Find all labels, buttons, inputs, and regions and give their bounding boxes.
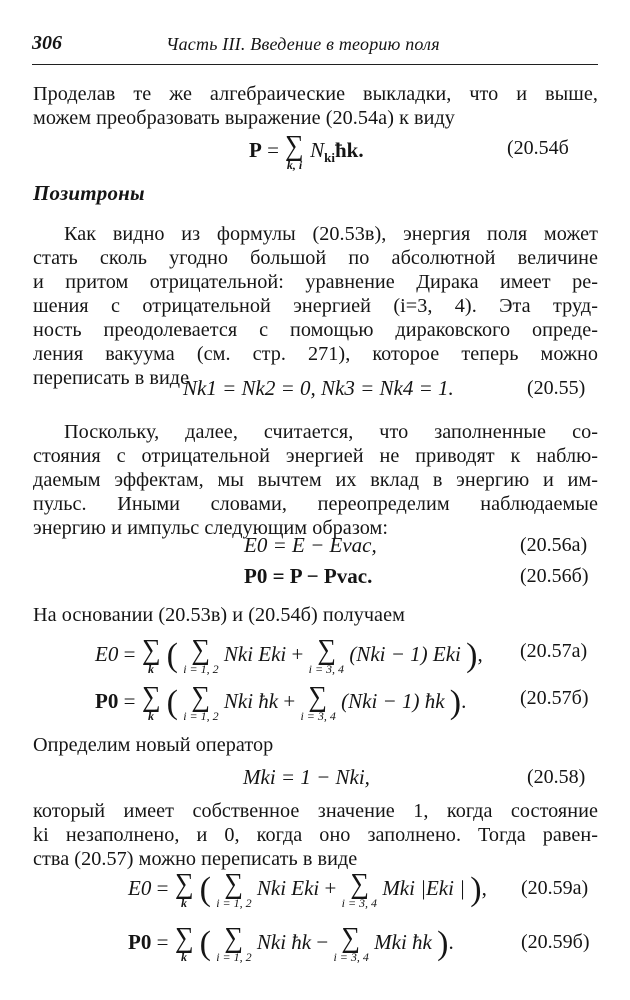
equation-20-57b-outer-sum: ∑ k bbox=[141, 681, 161, 723]
equation-number-20-54b: (20.54б bbox=[507, 137, 569, 159]
paragraph-2-line-5: ность преодолевается с помощью дираковского опреде- bbox=[33, 319, 598, 341]
equation-20-54b: P = ∑ k, i $N_{ki}ħk$. bbox=[249, 130, 364, 172]
equation-20-57b-lhs: P0 bbox=[95, 688, 119, 713]
paragraph-2-line-4: шения с отрицательной энергией (i=3, 4). Эта труд- bbox=[33, 295, 598, 317]
equation-20-59b-outer-sum: ∑ k bbox=[174, 922, 194, 964]
equation-20-57b: P0 = ∑ k ( ∑ i = 1, 2 Nki ħk + ∑ i = 3, 4 (Nki − 1) ħk ). bbox=[95, 681, 467, 723]
paragraph-3-line-3: даемым эффектам, мы вычтем их вклад в энергию и им- bbox=[33, 469, 598, 491]
equation-20-57a-outer-sum: ∑ k bbox=[141, 634, 161, 676]
paragraph-2-line-3: и притом отрицательной: уравнение Дирака имеет ре- bbox=[33, 271, 598, 293]
equation-20-55: Nk1 = Nk2 = 0, Nk3 = Nk4 = 1. bbox=[183, 376, 454, 400]
paragraph-2-line-6: ления вакуума (см. стр. 271), которое теперь можно bbox=[33, 343, 598, 365]
equation-20-59b-second-sum: ∑ i = 3, 4 bbox=[333, 922, 369, 964]
paragraph-4: На основании (20.53в) и (20.54б) получаем bbox=[33, 604, 405, 626]
equation-20-59b-lhs: P0 bbox=[128, 929, 152, 954]
equation-20-57a-second-sum-sub: i = 3, 4 bbox=[308, 662, 345, 676]
equation-20-59a-first-sum-sub: i = 1, 2 bbox=[216, 896, 252, 910]
paragraph-2-line-7: переписать в виде bbox=[33, 367, 190, 389]
equation-20-57a-second-term: (Nki − 1) Eki bbox=[349, 641, 461, 666]
equation-20-56a: E0 = E − Evac, bbox=[244, 533, 377, 557]
equation-20-59a-second-sum: ∑ i = 3, 4 bbox=[341, 868, 378, 910]
equation-20-59a-first-sum: ∑ i = 1, 2 bbox=[216, 868, 252, 910]
paragraph-3-line-2: стояния с отрицательной энергией не приводят к наблю- bbox=[33, 445, 598, 467]
page-number: 306 bbox=[32, 32, 62, 54]
equation-20-54b-sum: ∑ k, i bbox=[285, 130, 304, 172]
equation-20-54b-lhs: P bbox=[249, 137, 262, 162]
equation-20-54b-sum-sub: k, i bbox=[286, 158, 303, 172]
equation-20-57a-outer-sum-sub: k bbox=[148, 662, 155, 676]
paragraph-2-line-1: Как видно из формулы (20.53в), энергия поля может bbox=[64, 223, 598, 245]
equation-20-57b-second-term: (Nki − 1) ħk bbox=[341, 688, 445, 713]
equation-20-59a-first-term: Nki Eki bbox=[256, 875, 320, 900]
equation-20-59b: P0 = ∑ k ( ∑ i = 1, 2 Nki ħk − ∑ i = 3, 4 Mki ħk ). bbox=[128, 922, 454, 964]
paragraph-1-line-1: Проделав те же алгебраические выкладки, что и выше, bbox=[33, 83, 598, 105]
paragraph-2-line-2: стать сколь угодно большой по абсолютной величине bbox=[33, 247, 598, 269]
equation-20-58: Mki = 1 − Nki, bbox=[243, 765, 370, 789]
paragraph-6-line-1: который имеет собственное значение 1, когда состояние bbox=[33, 800, 598, 822]
equation-20-59b-first-sum: ∑ i = 1, 2 bbox=[216, 922, 252, 964]
equation-20-57a-first-term: Nki Eki bbox=[223, 641, 287, 666]
equation-20-57a-lhs: E0 bbox=[95, 641, 119, 666]
equation-number-20-59b: (20.59б) bbox=[521, 931, 590, 953]
paragraph-3-line-4: пульс. Иными словами, переопределим наблюдаемые bbox=[33, 493, 598, 515]
equation-20-59a-outer-sum: ∑ k bbox=[174, 868, 194, 910]
paragraph-1-line-2: можем преобразовать выражение (20.54а) к виду bbox=[33, 107, 455, 129]
equation-number-20-57b: (20.57б) bbox=[520, 687, 589, 709]
equation-number-20-57a: (20.57а) bbox=[520, 640, 588, 662]
equation-number-20-55: (20.55) bbox=[527, 377, 586, 399]
equation-20-57b-outer-sum-sub: k bbox=[148, 709, 155, 723]
equation-20-54b-n: N bbox=[310, 137, 325, 162]
paragraph-6-line-3: ства (20.57) можно переписать в виде bbox=[33, 848, 358, 870]
equation-20-59a: E0 = ∑ k ( ∑ i = 1, 2 Nki Eki + ∑ i = 3, 4 Mki |Eki | ), bbox=[128, 868, 487, 910]
equation-20-59b-first-term: Nki ħk bbox=[256, 929, 312, 954]
equation-number-20-59a: (20.59а) bbox=[521, 877, 589, 899]
equation-number-20-56b: (20.56б) bbox=[520, 565, 589, 587]
equation-20-57a-second-sum: ∑ i = 3, 4 bbox=[308, 634, 345, 676]
running-head: Часть III. Введение в теорию поля bbox=[166, 34, 440, 54]
section-title: Позитроны bbox=[33, 181, 145, 205]
equation-20-57b-first-sum-sub: i = 1, 2 bbox=[183, 709, 219, 723]
equation-20-54b-tail: ħk. bbox=[334, 137, 364, 162]
equation-20-59b-first-sum-sub: i = 1, 2 bbox=[216, 950, 252, 964]
equation-20-59b-second-sum-sub: i = 3, 4 bbox=[333, 950, 369, 964]
equation-20-59a-outer-sum-sub: k bbox=[181, 896, 188, 910]
paragraph-5: Определим новый оператор bbox=[33, 734, 274, 756]
equation-20-54b-n-sub: ki bbox=[324, 149, 335, 165]
paragraph-3-line-1: Поскольку, далее, считается, что заполненные со- bbox=[64, 421, 598, 443]
equation-20-57a-first-sum-sub: i = 1, 2 bbox=[183, 662, 219, 676]
equation-20-59a-second-term: Mki |Eki | bbox=[382, 875, 465, 900]
equation-20-57a-first-sum: ∑ i = 1, 2 bbox=[183, 634, 219, 676]
paragraph-3-line-5: энергию и импульс следующим образом: bbox=[33, 517, 388, 539]
equation-20-57b-second-sum: ∑ i = 3, 4 bbox=[300, 681, 336, 723]
equation-20-57b-second-sum-sub: i = 3, 4 bbox=[300, 709, 336, 723]
equation-20-59a-lhs: E0 bbox=[128, 875, 152, 900]
paragraph-6-line-2: ki незаполнено, и 0, когда оно заполнено. Тогда равен- bbox=[33, 824, 598, 846]
page-header bbox=[32, 28, 598, 65]
equation-20-57a: E0 = ∑ k ( ∑ i = 1, 2 Nki Eki + ∑ i = 3, 4 (Nki − 1) Eki ), bbox=[95, 634, 483, 676]
equation-number-20-56a: (20.56а) bbox=[520, 534, 588, 556]
equation-number-20-58: (20.58) bbox=[527, 766, 586, 788]
equation-20-59b-outer-sum-sub: k bbox=[181, 950, 188, 964]
equation-20-57b-first-sum: ∑ i = 1, 2 bbox=[183, 681, 219, 723]
equation-20-59b-second-term: Mki ħk bbox=[374, 929, 432, 954]
equation-20-57b-first-term: Nki ħk bbox=[223, 688, 279, 713]
equation-20-59a-second-sum-sub: i = 3, 4 bbox=[341, 896, 378, 910]
equation-20-56b: P0 = P − Pvac. bbox=[244, 564, 373, 588]
